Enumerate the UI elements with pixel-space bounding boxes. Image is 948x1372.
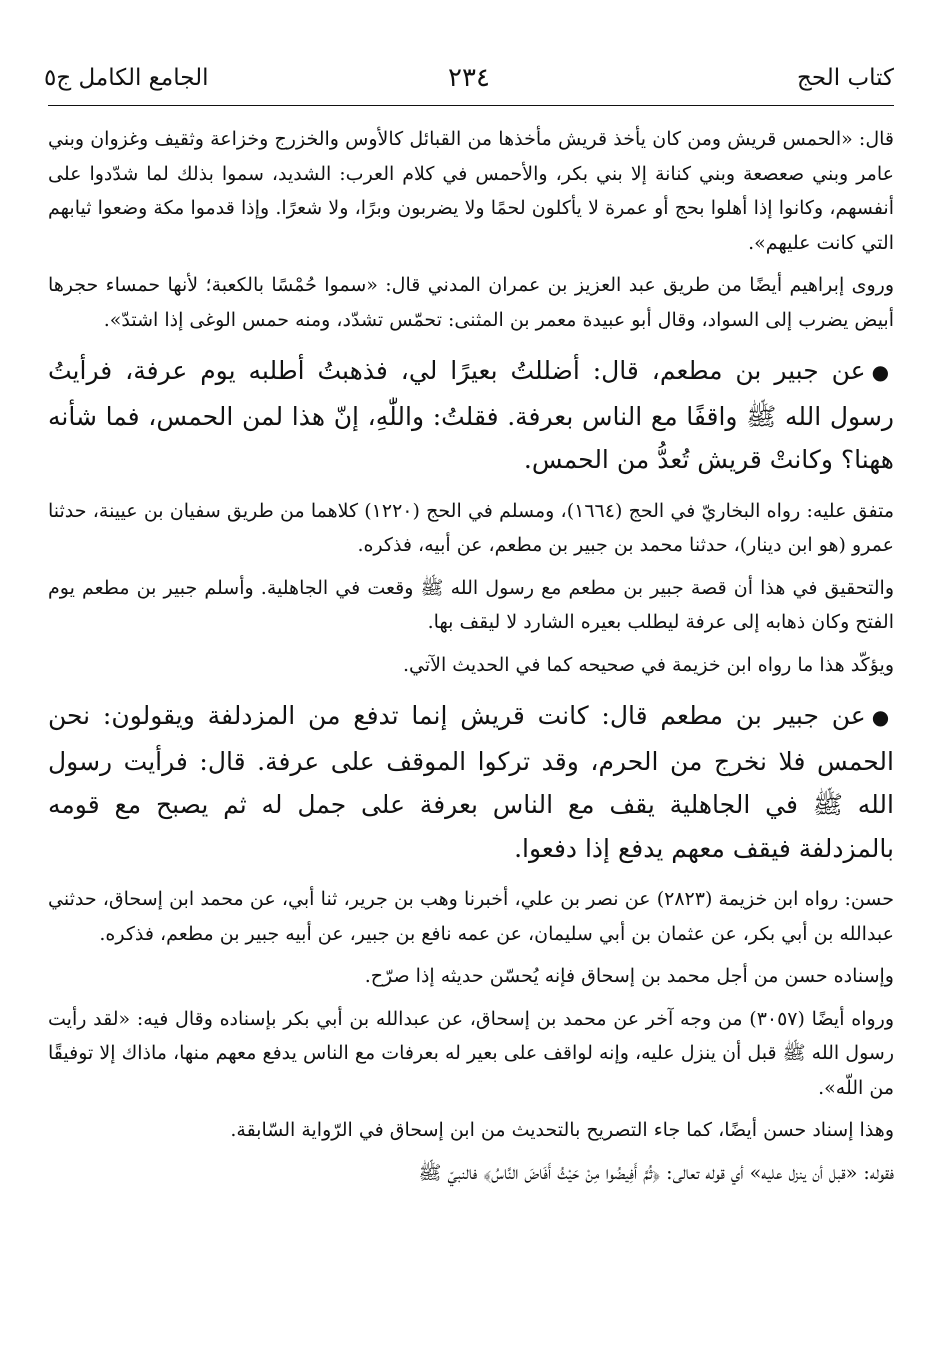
running-head-collection-title: الجامع الكامل ج٥ <box>44 65 209 91</box>
commentary-paragraph: والتحقيق في هذا أن قصة جبير بن مطعم مع رسول الله ﷺ وقعت في الجاهلية. وأسلم جبير بن مطعم يوم الفتح وكان ذهابه إلى عرفة ليطلب بعيره الشارد لا ليقف بها. <box>48 576 894 633</box>
page-header <box>44 58 894 108</box>
commentary-paragraph: وإسناده حسن من أجل محمد بن إسحاق فإنه يُحسّن حديثه إذا صرّح. <box>364 965 894 987</box>
page-body <box>48 122 894 1190</box>
running-head-book-title: كتاب الحج <box>797 65 894 91</box>
header-rule <box>48 105 894 106</box>
hadith-bullet-icon: ● <box>871 360 895 384</box>
takhrij-paragraph: متفق عليه: رواه البخاريّ في الحج (١٦٦٤)، ومسلم في الحج (١٢٢٠) كلاهما من طريق سفيان بن عيينة، حدثنا عمرو (هو ابن دينار)، حدثنا محمد بن جبير بن مطعم، عن أبيه، فذكره. <box>48 499 895 556</box>
hadith-paragraph <box>48 694 894 870</box>
page-number: ٢٣٤ <box>448 63 490 93</box>
commentary-paragraph: قال: «الحمس قريش ومن كان يأخذ قريش مأخذها من القبائل كالأوس والخزرج وخزاعة وثقيف وغزوان وبني عامر وبني صعصعة وبني كنانة إلا بني بكر، والأحمس في كلام العرب: الشديد، سموا بذلك لما شدّدوا على أنفسهم، وكانوا إذا أهلوا بحج أو عمرة لا يأكلون لحمًا ولا يضربون وبرًا، ولا شعرًا. وإذا قدموا مكة وضعوا ثيابهم التي كانت عليهم». <box>48 128 894 254</box>
takhrij-paragraph: حسن: رواه ابن خزيمة (٢٨٢٣) عن نصر بن علي، أخبرنا وهب بن جرير، ثنا أبي، عن محمد ابن إسحاق، حدثني عبدالله بن أبي بكر، عن عثمان بن أبي سليمان، عن عمه نافع بن جبير، عن أبيه جبير بن مطعم، فذكره. <box>48 888 895 945</box>
commentary-paragraph: وهذا إسناد حسن أيضًا، كما جاء التصريح بالتحديث من ابن إسحاق في الرّواية السّابقة. <box>230 1119 894 1141</box>
commentary-paragraph: ورواه أيضًا (٣٠٥٧) من وجه آخر عن محمد بن إسحاق، عن عبدالله بن أبي بكر بإسناده وقال فيه: «لقد رأيت رسول الله ﷺ قبل أن ينزل عليه، وإنه لواقف على بعير له بعرفات مع الناس يدفع معهم منها، ماذاك إلا توفيقًا من اللّه». <box>48 1007 894 1099</box>
commentary-paragraph: فقوله: «قبل أن ينزل عليه» أي قوله تعالى: ﴿ثُمَّ أَفِيضُوا مِنْ حَيْثُ أَفَاضَ النَّاسُ﴾ فالنبيّ ﷺ <box>418 1161 894 1184</box>
hadith-paragraph <box>48 349 894 482</box>
hadith-bullet-icon: ● <box>871 705 894 729</box>
hadith-text: عن جبير بن مطعم، قال: أضللتُ بعيرًا لي، فذهبتُ أطلبه يوم عرفة، فرأيتُ رسول الله ﷺ واقفًا مع الناس بعرفة. فقلتُ: واللّٰهِ، إنّ هذا لمن الحمس، فما شأنه ههنا؟ وكانتْ قريش تُعدُّ من الحمس. <box>48 356 894 474</box>
commentary-paragraph: ويؤكّد هذا ما رواه ابن خزيمة في صحيحه كما في الحديث الآتي. <box>402 653 894 676</box>
commentary-paragraph: وروى إبراهيم أيضًا من طريق عبد العزيز بن عمران المدني قال: «سموا حُمْسًا بالكعبة؛ لأنها حمساء حجرها أبيض يضرب إلى السواد، وقال أبو عبيدة معمر بن المثنى: تحمّس تشدّد، ومنه حمس الوغى إذا اشتدّ». <box>48 274 894 331</box>
hadith-text: عن جبير بن مطعم قال: كانت قريش إنما تدفع من المزدلفة ويقولون: نحن الحمس فلا نخرج من الحرم، وقد تركوا الموقف على عرفة. قال: فرأيت رسول الله ﷺ في الجاهلية يقف مع الناس بعرفة على جمل له ثم يصبح مع قومه بالمزدلفة فيقف معهم يدفع إذا دفعوا. <box>48 701 894 863</box>
